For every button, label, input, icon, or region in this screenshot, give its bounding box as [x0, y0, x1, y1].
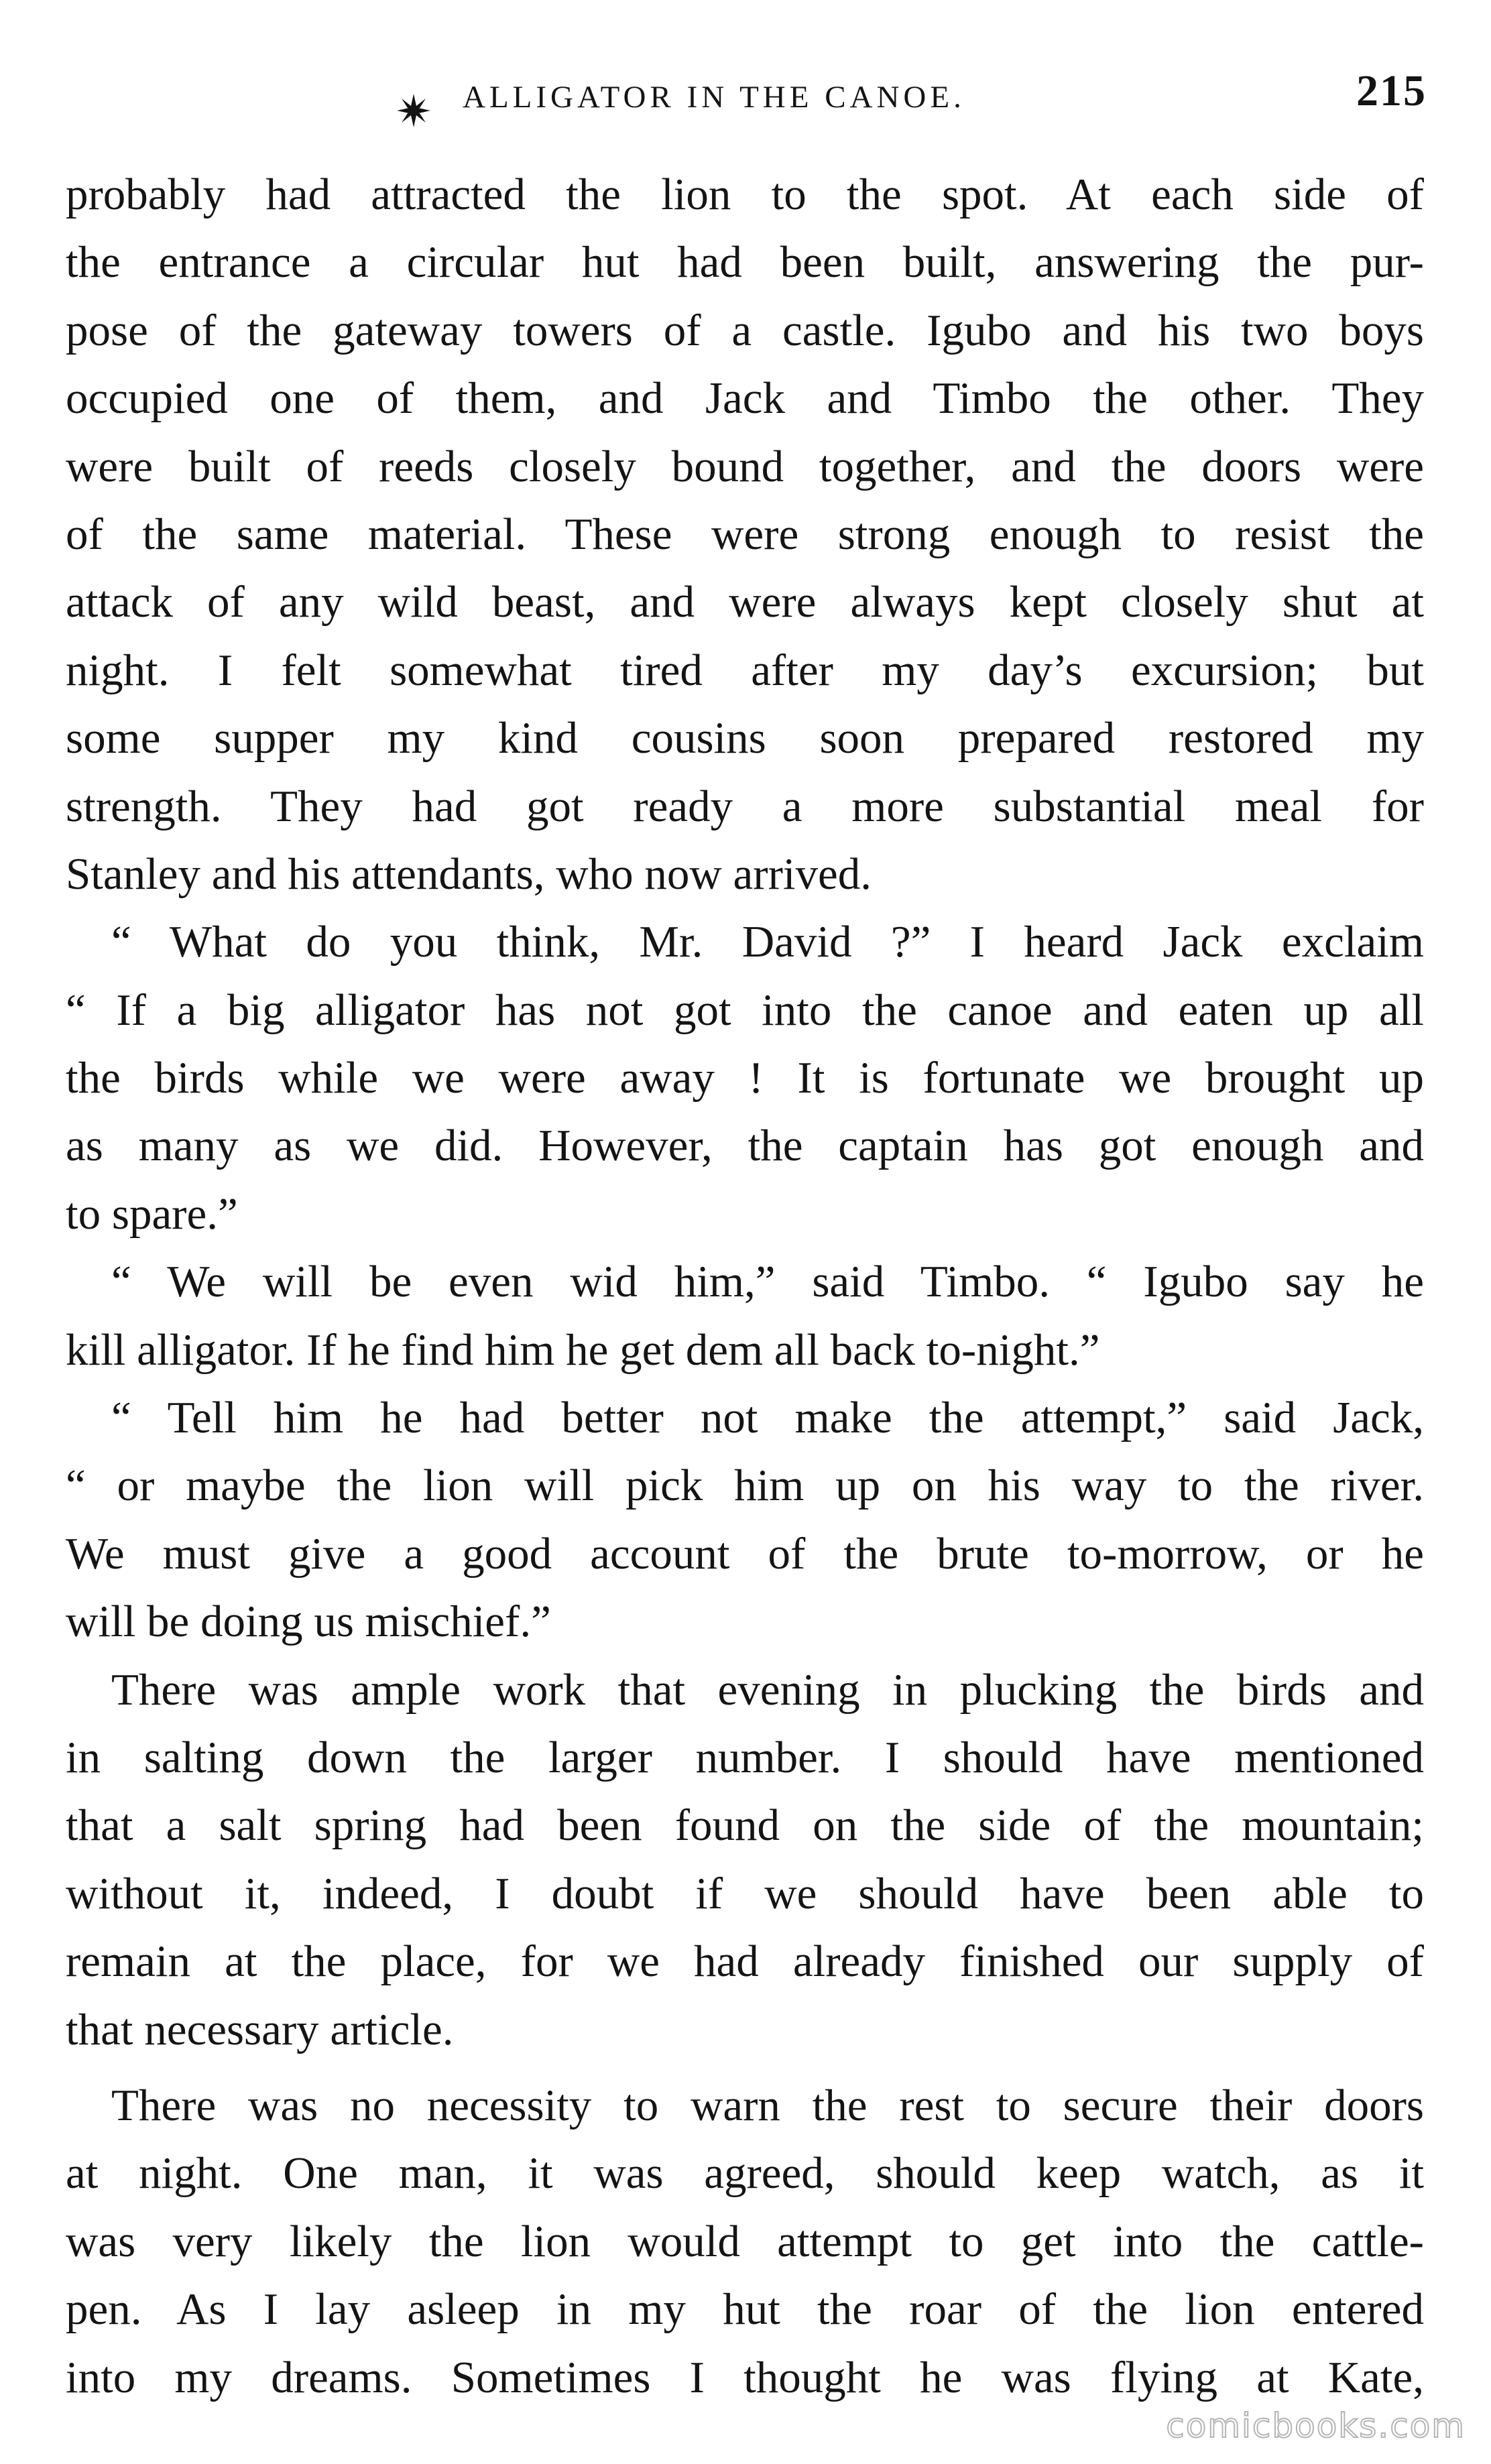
text-line: as many as we did. However, the captain has got enough and — [66, 1121, 1424, 1171]
text-line: probably had attracted the lion to the spot. At each side of — [66, 170, 1424, 219]
text-line: attack of any wild beast, and were always kept closely shut at — [66, 577, 1424, 627]
text-line: were built of reeds closely bound together, and the doors were — [66, 441, 1424, 491]
text-line: There was ample work that evening in plucking the birds and — [111, 1664, 1424, 1715]
text-line: strength. They had got ready a more substantial meal for — [66, 781, 1424, 831]
text-line: kill alligator. If he find him he get dem all back to-night.” — [66, 1325, 1100, 1375]
page-number: 215 — [1356, 66, 1427, 115]
text-line: will be doing us mischief.” — [66, 1597, 551, 1647]
text-line: that necessary article. — [66, 2004, 454, 2054]
site-watermark: comicbooks.com — [1166, 2406, 1466, 2445]
body-text — [66, 161, 1424, 2412]
text-line: occupied one of them, and Jack and Timbo the other. They — [66, 373, 1424, 424]
text-line: the entrance a circular hut had been built, answering the pur- — [66, 237, 1424, 288]
text-line: pen. As I lay asleep in my hut the roar of the lion entered — [66, 2284, 1424, 2335]
text-line: to spare.” — [66, 1188, 238, 1239]
text-line: some supper my kind cousins soon prepared restored my — [66, 713, 1424, 763]
asterisk-ornament-icon — [394, 91, 433, 130]
text-line: There was no necessity to warn the rest to secure their doors — [111, 2080, 1424, 2130]
page-header — [0, 59, 1491, 133]
text-line: that a salt spring had been found on the side of the mountain; — [66, 1800, 1424, 1851]
text-line: “ Tell him he had better not make the attempt,” said Jack, — [111, 1393, 1424, 1443]
running-head: ALLIGATOR IN THE CANOE. — [463, 80, 965, 115]
text-line: “ If a big alligator has not got into the canoe and eaten up all — [66, 985, 1424, 1035]
text-line: of the same material. These were strong enough to resist the — [66, 509, 1424, 559]
text-line: “ We will be even wid him,” said Timbo. “ Igubo say he — [111, 1257, 1424, 1307]
text-line: was very likely the lion would attempt to get into the cattle- — [66, 2216, 1424, 2266]
text-line: into my dreams. Sometimes I thought he was flying at Kate, — [66, 2352, 1424, 2402]
text-line: remain at the place, for we had already finished our supply of — [66, 1936, 1424, 1987]
text-line: We must give a good account of the brute to-morrow, or he — [66, 1528, 1424, 1579]
text-line: night. I felt somewhat tired after my day’s excursion; but — [66, 645, 1424, 695]
text-line: “ What do you think, Mr. David ?” I heard Jack exclaim — [111, 917, 1424, 967]
text-line: in salting down the larger number. I should have mentioned — [66, 1732, 1424, 1782]
text-line: Stanley and his attendants, who now arrived. — [66, 849, 872, 899]
text-line: at night. One man, it was agreed, should keep watch, as it — [66, 2148, 1424, 2199]
text-line: the birds while we were away ! It is fortunate we brought up — [66, 1053, 1424, 1103]
text-line: pose of the gateway towers of a castle. Igubo and his two boys — [66, 305, 1424, 355]
text-line: without it, indeed, I doubt if we should have been able to — [66, 1868, 1424, 1918]
text-line: “ or maybe the lion will pick him up on his way to the river. — [66, 1461, 1424, 1511]
